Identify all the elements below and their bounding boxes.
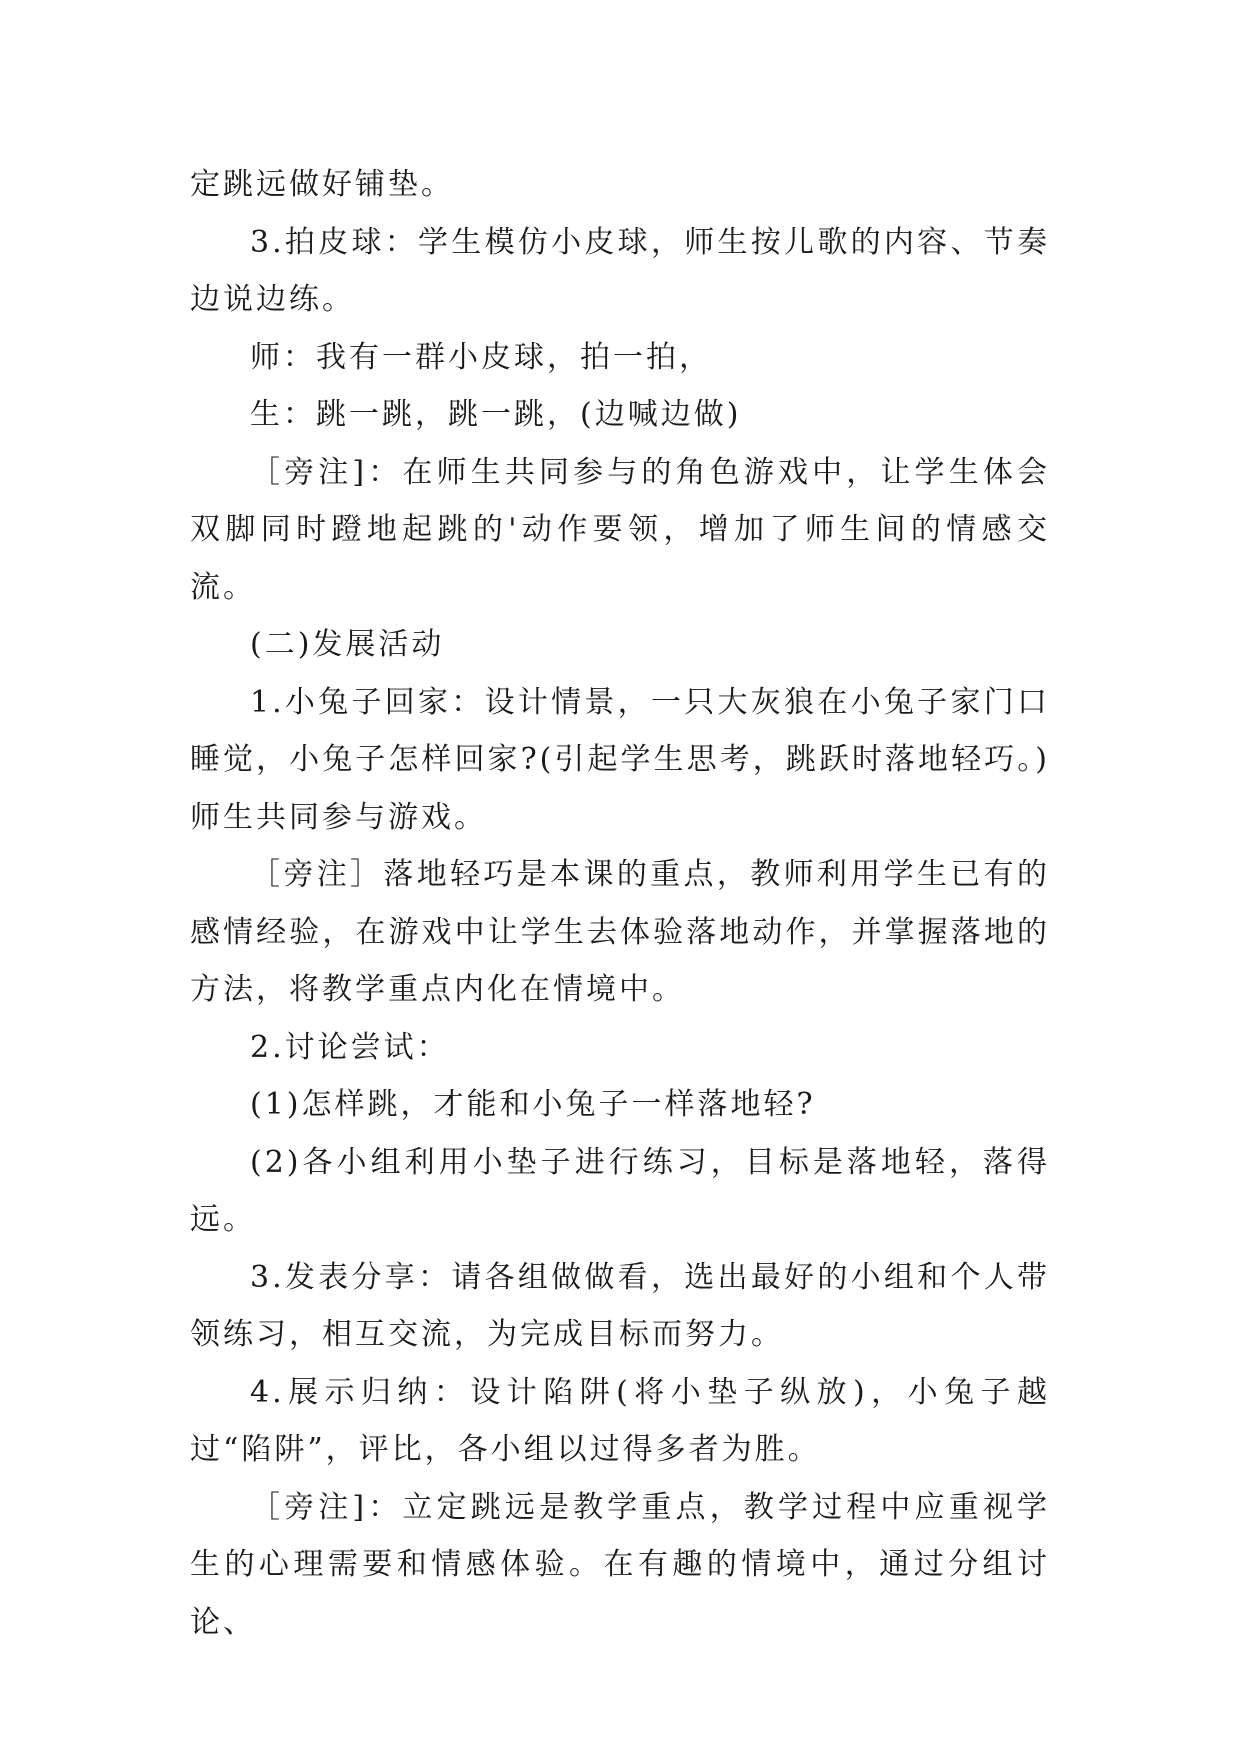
paragraph-question-2: (2)各小组利用小垫子进行练习，目标是落地轻，落得远。 xyxy=(190,1144,1050,1237)
paragraph-discussion: 2.讨论尝试： xyxy=(250,1029,450,1065)
paragraph-showcase: 4.展示归纳：设计陷阱(将小垫子纵放)，小兔子越过“陷阱”，评比，各小组以过得多者为胜。 xyxy=(190,1374,1050,1467)
body-text xyxy=(190,156,1050,1651)
paragraph-pat-ball: 3.拍皮球：学生模仿小皮球，师生按儿歌的内容、节奏边说边练。 xyxy=(190,224,1050,317)
paragraph-side-note-2: ［旁注］落地轻巧是本课的重点，教师利用学生已有的感情经验，在游戏中让学生去体验落地动作，并掌握落地的方法，将教学重点内化在情境中。 xyxy=(190,857,1050,1007)
section-heading-development: (二)发展活动 xyxy=(250,627,445,662)
paragraph-continuation: 定跳远做好铺垫。 xyxy=(190,167,454,202)
paragraph-side-note-1: ［旁注]：在师生共同参与的角色游戏中，让学生体会双脚同时蹬地起跳的'动作要领，增加了师生间的情感交流。 xyxy=(190,454,1050,605)
paragraph-student-line: 生：跳一跳，跳一跳，(边喊边做) xyxy=(250,397,742,432)
paragraph-teacher-line: 师：我有一群小皮球，拍一拍， xyxy=(250,339,712,375)
paragraph-question-1: (1)怎样跳，才能和小兔子一样落地轻? xyxy=(250,1087,816,1122)
paragraph-side-note-3: ［旁注]：立定跳远是教学重点，教学过程中应重视学生的心理需要和情感体验。在有趣的情境中，通过分组讨论、 xyxy=(190,1489,1050,1640)
paragraph-rabbit-home: 1.小兔子回家：设计情景，一只大灰狼在小兔子家门口睡觉，小兔子怎样回家?(引起学生思考，跳跃时落地轻巧。)师生共同参与游戏。 xyxy=(190,684,1050,835)
paragraph-sharing: 3.发表分享：请各组做做看，选出最好的小组和个人带领练习，相互交流，为完成目标而努力。 xyxy=(190,1259,1050,1352)
